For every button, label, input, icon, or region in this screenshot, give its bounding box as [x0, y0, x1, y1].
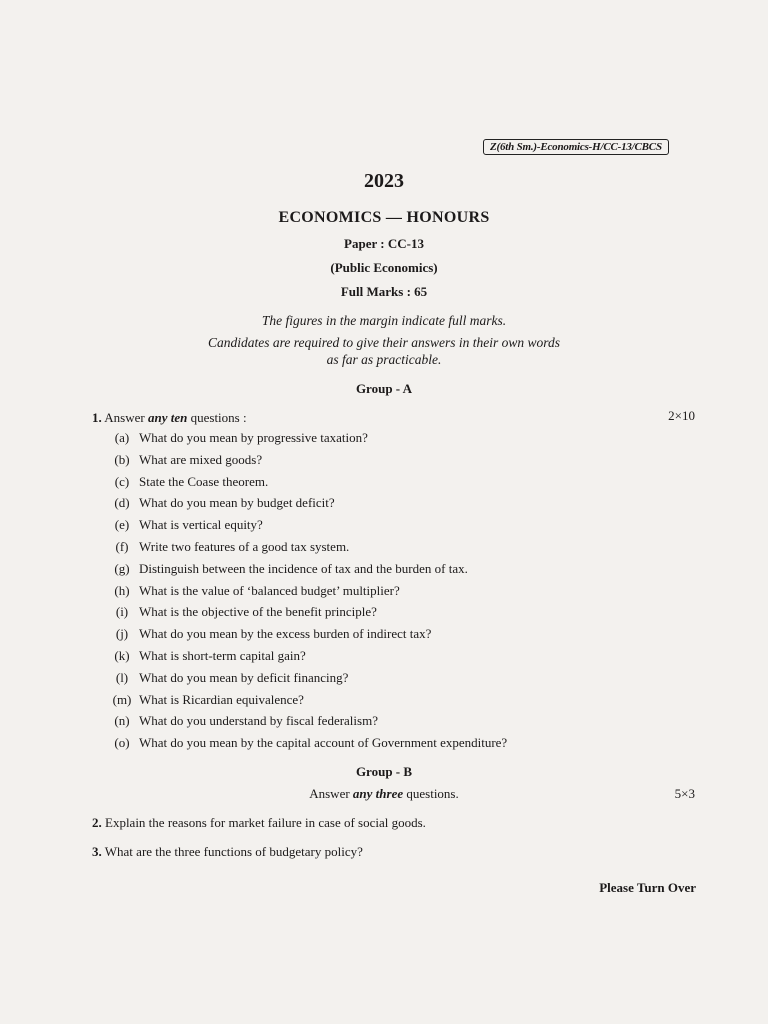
- list-item: (a) What do you mean by progressive taxation?: [114, 430, 368, 445]
- instruction-line-2: Candidates are required to give their answers in their own words: [208, 335, 560, 350]
- group-b-heading: Group - B: [355, 764, 413, 779]
- exam-year: 2023: [364, 170, 404, 192]
- list-item: (c) State the Coase theorem.: [114, 473, 269, 489]
- group-a-heading: Group - A: [355, 381, 413, 396]
- paper-code: Z(6th Sm.)-Economics-H/CC-13/CBCS: [483, 139, 669, 155]
- list-item: (e) What is vertical equity?: [114, 517, 263, 533]
- list-item: (f) Write two features of a good tax system.: [115, 538, 350, 554]
- question-number: 1.: [92, 410, 102, 425]
- paper-title: (Public Economics): [330, 260, 438, 275]
- question-emphasis: any ten: [147, 410, 188, 425]
- list-item: (g) Distinguish between the incidence of tax and the burden of tax.: [114, 560, 468, 576]
- subject-title: ECONOMICS — HONOURS: [278, 209, 490, 226]
- question-1: [92, 410, 247, 426]
- list-item: (m) What is Ricardian equivalence?: [112, 691, 304, 707]
- question-2: 2. Explain the reasons for market failure in case of social goods.: [92, 815, 426, 830]
- question-1-marks: 2×10: [668, 408, 695, 423]
- list-item: (i) What is the objective of the benefit principle?: [115, 604, 377, 620]
- group-b-instruction: Answer any three questions.: [309, 786, 459, 801]
- list-item: (b) What are mixed goods?: [114, 451, 263, 467]
- instruction-line-3: as far as practicable.: [326, 352, 442, 367]
- full-marks: Full Marks : 65: [340, 284, 428, 299]
- paper-number: Paper : CC-13: [344, 236, 424, 251]
- list-item: (h) What is the value of ‘balanced budget’ multiplier?: [114, 582, 400, 598]
- list-item: (l) What do you mean by deficit financing?: [115, 669, 349, 685]
- list-item: (o) What do you mean by the capital account of Government expenditure?: [114, 735, 508, 751]
- question-3: 3. What are the three functions of budgetary policy?: [92, 844, 363, 859]
- list-item: (d) What do you mean by budget deficit?: [114, 495, 335, 511]
- subquestion-list: [105, 430, 507, 757]
- list-item: (k) What is short-term capital gain?: [114, 647, 306, 663]
- please-turn-over: Please Turn Over: [599, 880, 696, 895]
- list-item: (n) What do you understand by fiscal federalism?: [114, 713, 378, 729]
- list-item: (j) What do you mean by the excess burden of indirect tax?: [115, 626, 432, 642]
- question-suffix: questions :: [190, 410, 247, 425]
- instruction-line-1: The figures in the margin indicate full marks.: [261, 313, 507, 328]
- group-b-marks: 5×3: [674, 786, 695, 801]
- question-prefix: Answer: [104, 410, 145, 425]
